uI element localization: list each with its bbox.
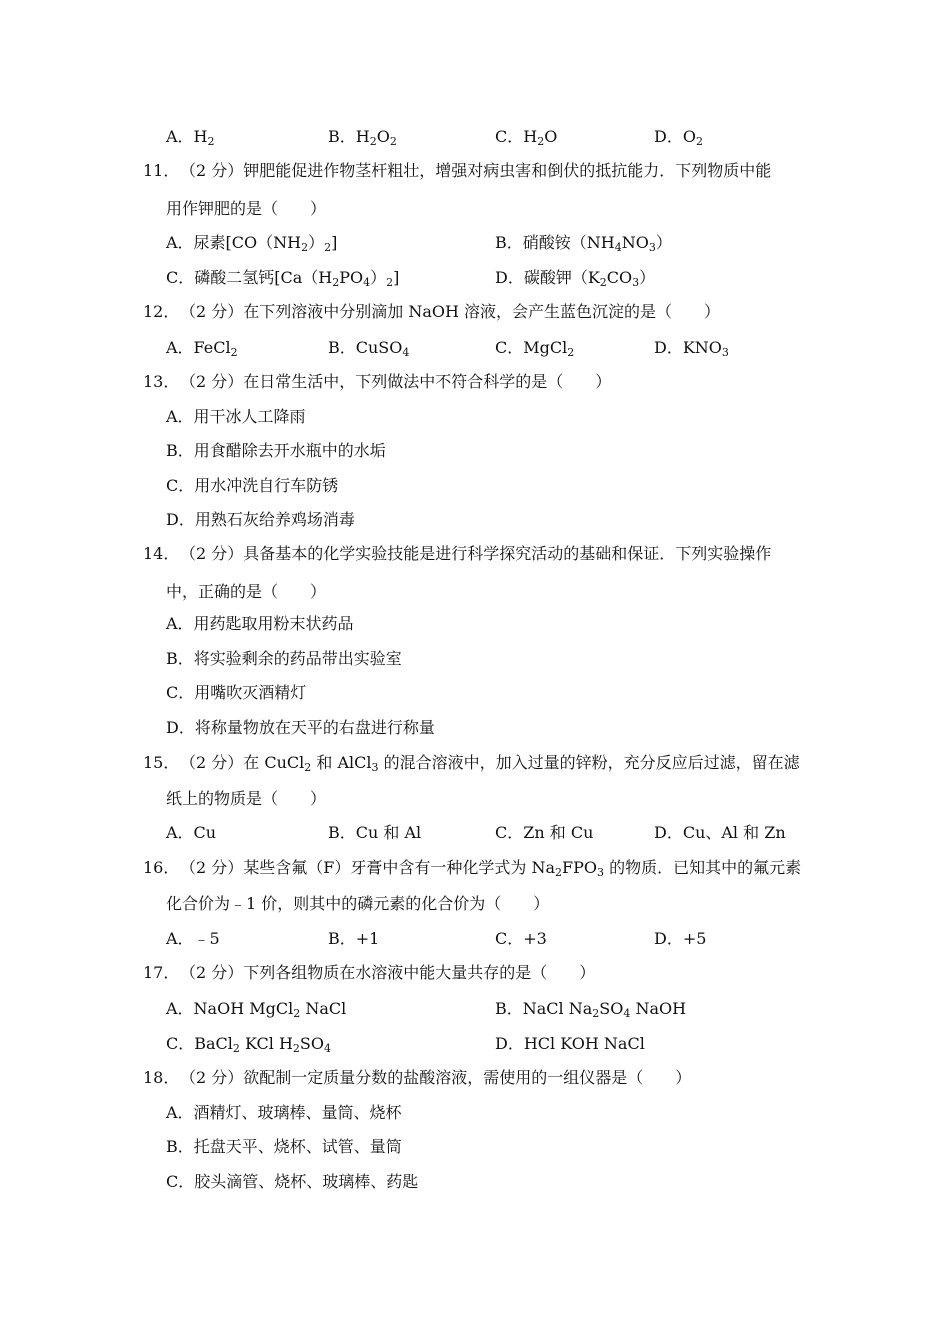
q15-option-d: D．Cu、Al 和 Zn: [654, 823, 786, 842]
q13-stem-text: （2 分）在日常生活中，下列做法中不符合科学的是（ ）: [180, 372, 612, 391]
q10-option-d: D．$O_2$: [654, 127, 703, 148]
q15-stem-line2: [0, 786, 950, 812]
q13-option-c-row: [0, 473, 950, 499]
q16-option-c: C．+3: [495, 929, 547, 948]
q13-option-d: D．用熟石灰给养鸡场消毒: [166, 510, 355, 529]
q10-option-b: B．$H_2O_2$: [328, 127, 397, 148]
q12-stem-text: （2 分）在下列溶液中分别滴加 NaOH 溶液，会产生蓝色沉淀的是（ ）: [180, 302, 721, 321]
q15-option-c: C．Zn 和 Cu: [495, 823, 594, 842]
q16-option-d: D．+5: [654, 929, 707, 948]
q13-option-c: C．用水冲洗自行车防锈: [166, 476, 339, 495]
q12-number: 12．: [143, 302, 180, 321]
q10-option-a: A．$H_2$: [166, 127, 215, 148]
q11-option-c: C．磷酸二氢钙$[Ca(H_2PO_4)_2]$: [166, 268, 400, 289]
q15-stem-text-2: 纸上的物质是（ ）: [166, 789, 327, 808]
q17-number: 17．: [143, 963, 180, 982]
q16-number: 16．: [143, 858, 180, 877]
q13-option-d-row: [0, 507, 950, 533]
q16-stem-line2: [0, 891, 950, 917]
q11-options-row1: [0, 230, 950, 256]
q18-stem: [0, 1065, 950, 1091]
q18-option-b: B．托盘天平、烧杯、试管、量筒: [166, 1137, 402, 1156]
q14-option-a-row: [0, 611, 950, 637]
q11-option-d: D．碳酸钾$(K_2CO_3)$: [495, 268, 656, 289]
q18-option-a-row: [0, 1100, 950, 1126]
q13-option-a-row: [0, 404, 950, 430]
q17-option-c: C．BaCl$_2$ KCl $H_2SO_4$: [166, 1034, 331, 1055]
q16-stem-line1: [0, 855, 950, 881]
q15-stem-text: （2 分）在 CuCl$_2$ 和 AlCl$_3$ 的混合溶液中，加入过量的锌粉，充分反应后过滤，留在滤: [180, 753, 800, 774]
q14-number: 14．: [143, 544, 180, 563]
q17-options-row2: [0, 1031, 950, 1057]
q14-option-c-row: [0, 680, 950, 706]
q18-number: 18．: [143, 1068, 180, 1087]
q16-option-a: A．﹣5: [166, 929, 220, 948]
q13-option-b-row: [0, 438, 950, 464]
q11-stem-line1: [0, 158, 950, 184]
q13-option-b: B．用食醋除去开水瓶中的水垢: [166, 441, 386, 460]
q14-stem-line2: [0, 579, 950, 605]
q10-option-c: C．$H_2O$: [495, 127, 558, 148]
q17-stem: [0, 960, 950, 986]
q12-options-row: [0, 335, 950, 361]
q17-options-row1: [0, 996, 950, 1022]
q14-option-d-row: [0, 715, 950, 741]
q15-options-row: [0, 820, 950, 846]
q18-option-a: A．酒精灯、玻璃棒、量筒、烧杯: [166, 1103, 402, 1122]
q14-option-b-row: [0, 646, 950, 672]
q13-number: 13．: [143, 372, 180, 391]
q17-stem-text: （2 分）下列各组物质在水溶液中能大量共存的是（ ）: [180, 963, 596, 982]
q15-option-a: A．Cu: [166, 823, 217, 842]
q17-option-a: A．NaOH MgCl$_2$ NaCl: [166, 999, 347, 1020]
q11-stem-text-2: 用作钾肥的是（ ）: [166, 199, 327, 218]
q11-option-b: B．硝酸铵$(NH_4NO_3)$: [495, 233, 672, 254]
q11-stem-line2: [0, 196, 950, 222]
q18-stem-text: （2 分）欲配制一定质量分数的盐酸溶液，需使用的一组仪器是（ ）: [180, 1068, 692, 1087]
q17-option-d: D．HCl KOH NaCl: [495, 1034, 645, 1053]
q13-option-a: A．用干冰人工降雨: [166, 407, 306, 426]
q14-option-b: B．将实验剩余的药品带出实验室: [166, 649, 402, 668]
q16-option-b: B．+1: [328, 929, 380, 948]
q16-options-row: [0, 926, 950, 952]
q15-option-b: B．Cu 和 Al: [328, 823, 422, 842]
q11-option-a: A．尿素$[CO(NH_2)_2]$: [166, 233, 338, 254]
q11-number: 11．: [143, 161, 180, 180]
q12-option-d: D．$KNO_3$: [654, 338, 729, 359]
q14-option-d: D．将称量物放在天平的右盘进行称量: [166, 718, 435, 737]
q18-option-c-row: [0, 1169, 950, 1195]
q14-stem-text: （2 分）具备基本的化学实验技能是进行科学探究活动的基础和保证．下列实验操作: [180, 544, 772, 563]
q14-option-a: A．用药匙取用粉末状药品: [166, 614, 354, 633]
q15-stem-line1: [0, 750, 950, 776]
q18-option-c: C．胶头滴管、烧杯、玻璃棒、药匙: [166, 1172, 419, 1191]
q16-stem-text: （2 分）某些含氟（F）牙膏中含有一种化学式为 $Na_2FPO_3$ 的物质．已知其中的氟元素: [180, 858, 802, 879]
q12-stem: [0, 299, 950, 325]
q10-options-row: [0, 124, 950, 150]
q11-options-row2: [0, 265, 950, 291]
q14-stem-text-2: 中，正确的是（ ）: [166, 582, 327, 601]
q18-option-b-row: [0, 1134, 950, 1160]
q12-option-a: A．FeCl$_2$: [166, 338, 238, 359]
q12-option-c: C．MgCl$_2$: [495, 338, 575, 359]
q14-stem-line1: [0, 541, 950, 567]
q11-stem-text: （2 分）钾肥能促进作物茎杆粗壮，增强对病虫害和倒伏的抵抗能力．下列物质中能: [180, 161, 772, 180]
q16-stem-text-2: 化合价为﹣1 价，则其中的磷元素的化合价为（ ）: [166, 894, 550, 913]
q15-number: 15．: [143, 753, 180, 772]
q17-option-b: B．NaCl $Na_2SO_4$ NaOH: [495, 999, 687, 1020]
q13-stem: [0, 369, 950, 395]
q12-option-b: B．CuSO$_4$: [328, 338, 410, 359]
q14-option-c: C．用嘴吹灭酒精灯: [166, 683, 307, 702]
